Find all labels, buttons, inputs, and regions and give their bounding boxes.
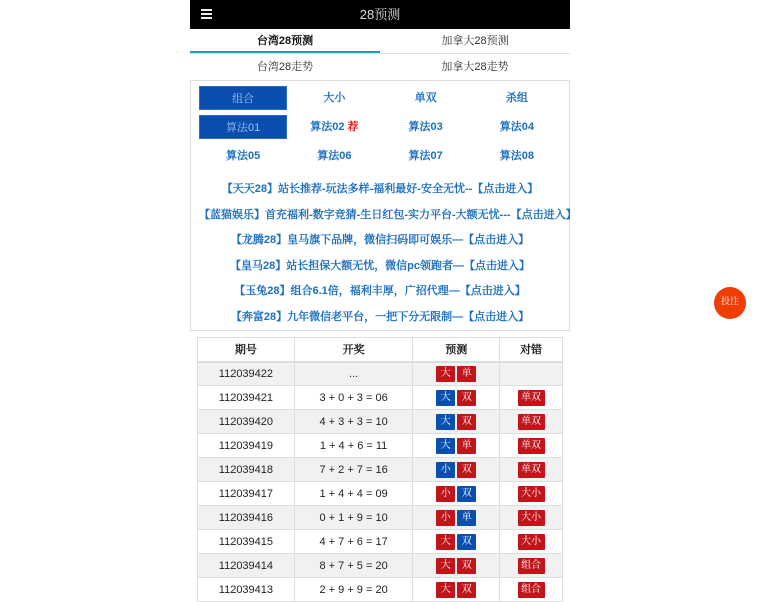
period-cell: 112039417	[198, 482, 295, 506]
prediction-cell	[413, 386, 500, 410]
result-badge: 组合	[518, 558, 545, 574]
table-row	[198, 386, 563, 410]
prediction-badge: 大	[436, 534, 455, 550]
type-grid	[199, 86, 561, 168]
prediction-cell	[413, 362, 500, 386]
prediction-cell	[413, 482, 500, 506]
draw-cell: ...	[294, 362, 413, 386]
algo-08-button[interactable]: 算法08	[499, 150, 534, 162]
draw-cell: 3 + 0 + 3 = 06	[294, 386, 413, 410]
tab-taiwan28-predict[interactable]: 台湾28预测	[190, 29, 380, 53]
algo-02-button[interactable]	[290, 115, 378, 139]
result-badge: 单双	[518, 414, 545, 430]
prediction-table	[197, 337, 563, 602]
draw-cell: 4 + 7 + 6 = 17	[294, 530, 413, 554]
promo-links	[199, 177, 577, 331]
prediction-badge: 双	[457, 534, 476, 550]
prediction-badge: 双	[457, 558, 476, 574]
period-cell: 112039418	[198, 458, 295, 482]
table-row	[198, 554, 563, 578]
promo-link[interactable]: 【龙腾28】皇马旗下品牌，微信扫码即可娱乐—【点击进入】	[230, 234, 530, 247]
prediction-badge: 双	[457, 486, 476, 502]
result-cell	[500, 410, 563, 434]
hamburger-menu-icon[interactable]	[201, 9, 212, 19]
main-tabs	[190, 29, 570, 54]
col-header-period: 期号	[198, 338, 295, 362]
table-row	[198, 530, 563, 554]
result-cell	[500, 386, 563, 410]
period-cell: 112039419	[198, 434, 295, 458]
type-oddeven-button[interactable]: 单双	[414, 92, 437, 104]
type-kill-button[interactable]: 杀组	[505, 92, 528, 104]
table-row	[198, 506, 563, 530]
period-cell: 112039420	[198, 410, 295, 434]
period-cell: 112039421	[198, 386, 295, 410]
prediction-badge: 大	[436, 582, 455, 598]
prediction-badge: 单	[457, 438, 476, 454]
prediction-cell	[413, 458, 500, 482]
algo-01-button[interactable]: 算法01	[199, 115, 287, 139]
result-badge: 大小	[518, 486, 545, 502]
period-cell: 112039416	[198, 506, 295, 530]
prediction-badge: 单	[457, 510, 476, 526]
draw-cell: 7 + 2 + 7 = 16	[294, 458, 413, 482]
recommend-badge: 荐	[347, 121, 359, 133]
col-header-prediction: 预测	[413, 338, 500, 362]
app-title: 28预测	[359, 7, 401, 22]
promo-link[interactable]: 【皇马28】站长担保大额无忧，微信pc领跑者—【点击进入】	[229, 259, 531, 272]
draw-cell: 1 + 4 + 6 = 11	[294, 434, 413, 458]
result-badge: 大小	[518, 534, 545, 550]
result-badge: 单双	[518, 438, 545, 454]
prediction-badge: 双	[457, 390, 476, 406]
result-badge: 单双	[518, 390, 545, 406]
result-badge: 单双	[518, 462, 545, 478]
prediction-cell	[413, 434, 500, 458]
prediction-cell	[413, 506, 500, 530]
app-header	[190, 0, 570, 29]
algo-label: 算法02	[310, 121, 345, 133]
table-row	[198, 410, 563, 434]
table-row	[198, 362, 563, 386]
result-badge: 组合	[518, 582, 545, 598]
trend-tabs	[190, 54, 570, 80]
draw-cell: 8 + 7 + 5 = 20	[294, 554, 413, 578]
prediction-cell	[413, 530, 500, 554]
period-cell: 112039413	[198, 578, 295, 602]
result-badge: 大小	[518, 510, 545, 526]
prediction-badge: 大	[436, 390, 455, 406]
prediction-badge: 双	[457, 462, 476, 478]
col-header-result: 对错	[500, 338, 563, 362]
prediction-badge: 大	[436, 438, 455, 454]
result-cell	[500, 458, 563, 482]
promo-link[interactable]: 【天天28】站长推荐-玩法多样-福利最好-安全无忧--【点击进入】	[221, 183, 539, 195]
prediction-badge: 双	[457, 582, 476, 598]
table-row	[198, 482, 563, 506]
result-cell	[500, 530, 563, 554]
period-cell: 112039422	[198, 362, 295, 386]
table-row	[198, 458, 563, 482]
algo-06-button[interactable]: 算法06	[317, 150, 352, 162]
options-panel	[190, 80, 577, 331]
tab-canada28-predict[interactable]: 加拿大28预测	[441, 35, 509, 47]
prediction-badge: 小	[436, 486, 455, 502]
result-cell	[500, 362, 563, 386]
result-cell	[500, 506, 563, 530]
draw-cell: 0 + 1 + 9 = 10	[294, 506, 413, 530]
tab-taiwan28-trend[interactable]: 台湾28走势	[256, 61, 314, 73]
col-header-draw: 开奖	[294, 338, 413, 362]
table-row	[198, 434, 563, 458]
period-cell: 112039414	[198, 554, 295, 578]
prediction-badge: 大	[436, 366, 455, 382]
algo-04-button[interactable]: 算法04	[499, 121, 534, 133]
algo-03-button[interactable]: 算法03	[408, 121, 443, 133]
algo-05-button[interactable]: 算法05	[226, 150, 261, 162]
bet-float-button[interactable]: 投注	[714, 287, 746, 319]
prediction-badge: 单	[457, 366, 476, 382]
algo-07-button[interactable]: 算法07	[408, 150, 443, 162]
prediction-cell	[413, 578, 500, 602]
table-row	[198, 578, 563, 602]
prediction-badge: 小	[436, 510, 455, 526]
type-combo-button[interactable]: 组合	[199, 86, 287, 110]
result-cell	[500, 434, 563, 458]
result-cell	[500, 578, 563, 602]
draw-cell: 1 + 4 + 4 = 09	[294, 482, 413, 506]
tab-canada28-trend[interactable]: 加拿大28走势	[441, 61, 509, 73]
prediction-badge: 大	[436, 414, 455, 430]
prediction-badge: 双	[457, 414, 476, 430]
period-cell: 112039415	[198, 530, 295, 554]
page-container	[190, 0, 577, 600]
type-size-button[interactable]: 大小	[323, 92, 346, 104]
result-cell	[500, 554, 563, 578]
draw-cell: 4 + 3 + 3 = 10	[294, 410, 413, 434]
prediction-badge: 大	[436, 558, 455, 574]
result-cell	[500, 482, 563, 506]
prediction-cell	[413, 410, 500, 434]
prediction-cell	[413, 554, 500, 578]
promo-link[interactable]: 【玉兔28】组合6.1倍，福利丰厚，广招代理—【点击进入】	[234, 285, 526, 298]
promo-link[interactable]: 【奔富28】九年微信老平台，一把下分无限制—【点击进入】	[230, 310, 530, 323]
draw-cell: 2 + 9 + 9 = 20	[294, 578, 413, 602]
prediction-badge: 小	[436, 462, 455, 478]
promo-link[interactable]: 【蓝猫娱乐】首充福利-数字竞猜-生日红包-实力平台-大额无忧---【点击进入】	[199, 208, 577, 221]
